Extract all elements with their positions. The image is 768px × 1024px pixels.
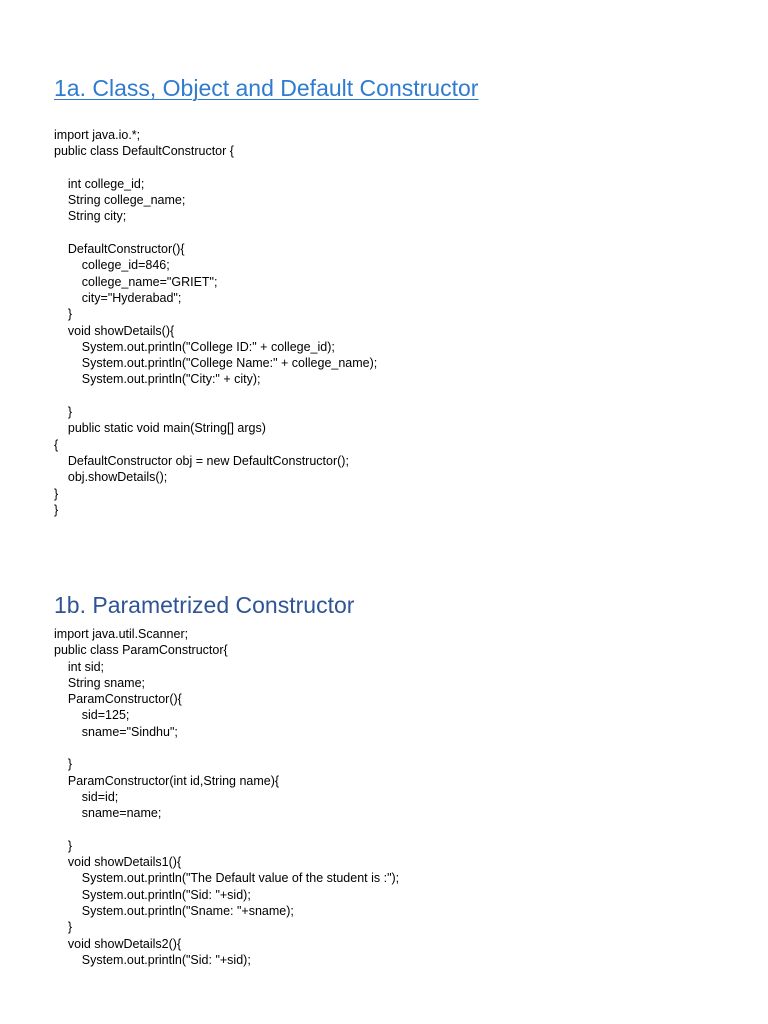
code-line: [54, 160, 377, 176]
code-line: obj.showDetails();: [54, 470, 168, 485]
code-line: int college_id;: [54, 176, 145, 191]
code-line: ParamConstructor(int id,String name){: [54, 773, 280, 788]
code-line: public static void main(String[] args): [54, 421, 266, 436]
code-line: ParamConstructor(){: [54, 692, 182, 707]
code-line: [54, 740, 399, 756]
code-block-default-constructor: [54, 127, 377, 518]
code-line: college_name="GRIET";: [54, 274, 218, 289]
code-line: void showDetails2(){: [54, 936, 182, 951]
code-line: System.out.println("College Name:" + college_name);: [54, 356, 378, 371]
code-line: }: [54, 757, 73, 772]
code-block-param-constructor: [54, 626, 399, 968]
code-line: void showDetails1(){: [54, 855, 182, 870]
code-line: System.out.println("Sname: "+sname);: [54, 904, 294, 919]
code-line: [54, 225, 377, 241]
code-line: void showDetails(){: [54, 323, 175, 338]
code-line: }: [54, 502, 59, 517]
code-line: }: [54, 307, 73, 322]
code-line: import java.util.Scanner;: [54, 627, 189, 641]
code-line: }: [54, 486, 59, 501]
code-line: {: [54, 437, 59, 452]
code-line: import java.io.*;: [54, 128, 141, 142]
code-line: int sid;: [54, 659, 105, 674]
code-line: sname=name;: [54, 806, 162, 821]
code-line: sid=125;: [54, 708, 130, 723]
code-line: System.out.println("Sid: "+sid);: [54, 887, 251, 902]
section-heading-parametrized-constructor: 1b. Parametrized Constructor: [54, 592, 355, 618]
code-line: sid=id;: [54, 789, 119, 804]
code-line: [54, 822, 399, 838]
code-line: String city;: [54, 209, 127, 224]
code-line: public class DefaultConstructor {: [54, 144, 234, 159]
code-line: }: [54, 838, 73, 853]
code-line: String college_name;: [54, 193, 186, 208]
code-line: }: [54, 920, 73, 935]
code-line: }: [54, 405, 73, 420]
code-line: city="Hyderabad";: [54, 290, 182, 305]
code-line: System.out.println("City:" + city);: [54, 372, 261, 387]
code-line: [54, 388, 377, 404]
code-line: sname="Sindhu";: [54, 724, 178, 739]
code-line: String sname;: [54, 675, 146, 690]
code-line: System.out.println("College ID:" + college_id);: [54, 339, 335, 354]
code-line: public class ParamConstructor{: [54, 643, 228, 658]
code-line: System.out.println("The Default value of the student is :");: [54, 871, 400, 886]
code-line: System.out.println("Sid: "+sid);: [54, 952, 251, 967]
section-heading-class-object-default-constructor: 1a. Class, Object and Default Constructor: [54, 75, 479, 101]
code-line: DefaultConstructor(){: [54, 242, 185, 257]
code-line: DefaultConstructor obj = new DefaultConstructor();: [54, 453, 349, 468]
code-line: college_id=846;: [54, 258, 170, 273]
